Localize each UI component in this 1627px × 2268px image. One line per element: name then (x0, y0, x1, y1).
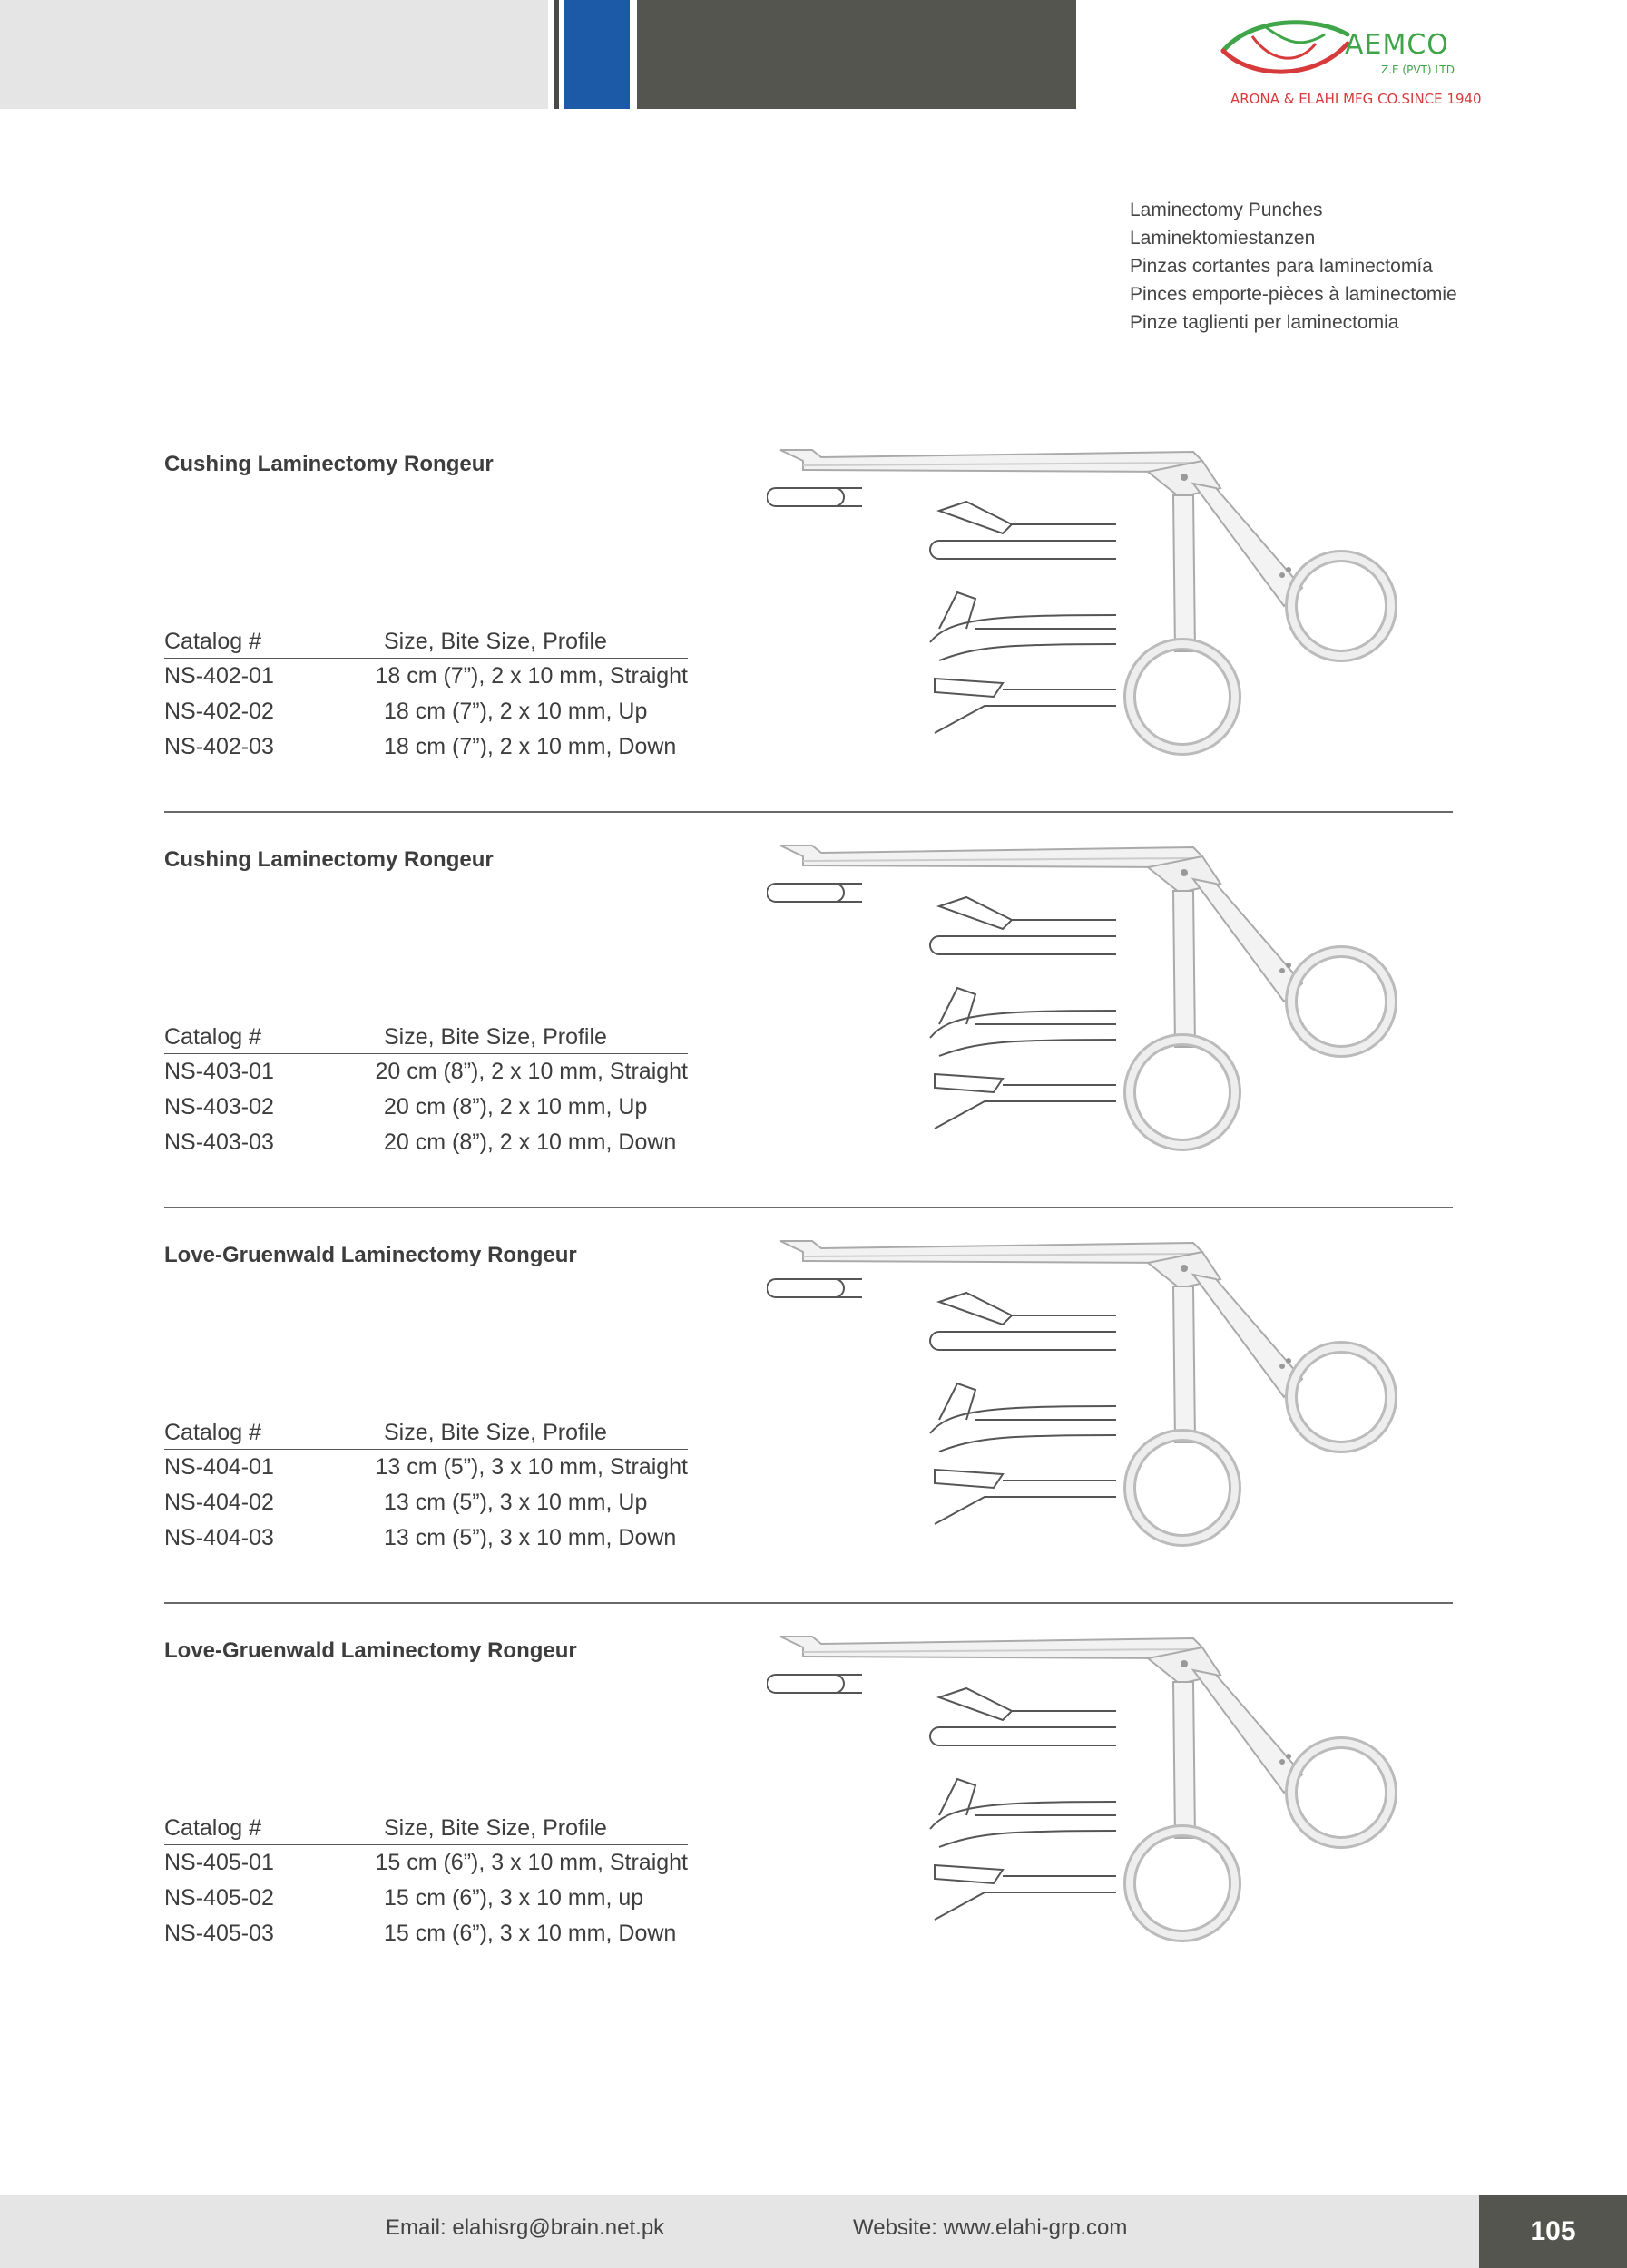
category-titles (1130, 196, 1457, 337)
size-spec: 15 cm (6”), 3 x 10 mm, up (384, 1885, 644, 1911)
table-row (164, 1054, 688, 1090)
product-title: Love-Gruenwald Laminectomy Rongeur (164, 1638, 577, 1663)
product-title: Love-Gruenwald Laminectomy Rongeur (164, 1243, 577, 1267)
size-spec: 13 cm (5”), 3 x 10 mm, Up (384, 1490, 648, 1515)
column-header-catalog: Catalog # (164, 629, 262, 654)
size-spec: 13 cm (5”), 3 x 10 mm, Straight (375, 1454, 688, 1480)
column-header-size: Size, Bite Size, Profile (384, 1420, 607, 1445)
rongeur-illustration (767, 1584, 1456, 1965)
table-row (164, 659, 688, 694)
rongeur-illustration (767, 1188, 1456, 1569)
table-row (164, 729, 688, 765)
column-header-catalog: Catalog # (164, 1815, 262, 1841)
table-row (164, 1090, 688, 1125)
rongeur-illustration (767, 793, 1456, 1174)
catalog-number: NS-402-02 (164, 699, 274, 724)
catalog-number: NS-402-03 (164, 734, 274, 759)
header-gray-bar (0, 0, 548, 109)
product-section-3 (0, 1243, 1627, 1638)
page-number: 105 (1479, 2195, 1627, 2268)
title-it: Pinze taglienti per laminectomia (1130, 312, 1399, 333)
column-header-catalog: Catalog # (164, 1024, 262, 1050)
catalog-number: NS-404-01 (164, 1454, 274, 1480)
page-footer (0, 2195, 1479, 2268)
catalog-number: NS-405-02 (164, 1885, 274, 1911)
size-spec: 15 cm (6”), 3 x 10 mm, Straight (375, 1850, 688, 1875)
logo-leaf-icon (1216, 16, 1352, 80)
spec-table-header (164, 1415, 688, 1450)
spec-table-header (164, 1811, 688, 1845)
footer-email: Email: elahisrg@brain.net.pk (386, 2215, 665, 2240)
size-spec: 18 cm (7”), 2 x 10 mm, Down (384, 734, 677, 759)
product-title: Cushing Laminectomy Rongeur (164, 847, 494, 872)
table-row (164, 1916, 688, 1951)
header-dark-bar (637, 0, 1076, 109)
catalog-number: NS-405-03 (164, 1921, 274, 1946)
product-section-1 (0, 452, 1627, 847)
size-spec: 20 cm (8”), 2 x 10 mm, Up (384, 1094, 648, 1119)
catalog-number: NS-403-03 (164, 1129, 274, 1155)
header-blue-bar (564, 0, 630, 109)
size-spec: 15 cm (6”), 3 x 10 mm, Down (384, 1921, 677, 1946)
title-en: Laminectomy Punches (1130, 200, 1323, 220)
spec-table (164, 1020, 688, 1160)
spec-table (164, 624, 688, 765)
header-separator-bar (554, 0, 559, 109)
column-header-size: Size, Bite Size, Profile (384, 1815, 607, 1841)
title-de: Laminektomiestanzen (1130, 228, 1316, 249)
catalog-number: NS-403-01 (164, 1059, 274, 1084)
spec-table (164, 1415, 688, 1556)
rongeur-illustration (767, 397, 1456, 778)
table-row (164, 1845, 688, 1881)
footer-website: Website: www.elahi-grp.com (853, 2215, 1128, 2240)
logo-tagline: ARONA & ELAHI MFG CO.SINCE 1940 (1230, 91, 1482, 107)
size-spec: 20 cm (8”), 2 x 10 mm, Straight (375, 1059, 688, 1084)
spec-table-header (164, 1020, 688, 1054)
size-spec: 20 cm (8”), 2 x 10 mm, Down (384, 1129, 677, 1155)
logo-name: AEMCO (1345, 29, 1449, 61)
table-row (164, 694, 688, 729)
table-row (164, 1125, 688, 1160)
catalog-number: NS-405-01 (164, 1850, 274, 1875)
company-logo (1216, 16, 1488, 112)
column-header-catalog: Catalog # (164, 1420, 262, 1445)
size-spec: 18 cm (7”), 2 x 10 mm, Straight (375, 663, 688, 689)
column-header-size: Size, Bite Size, Profile (384, 1024, 607, 1050)
product-section-2 (0, 847, 1627, 1243)
catalog-number: NS-402-01 (164, 663, 274, 689)
logo-subtitle: Z.E (PVT) LTD (1381, 64, 1455, 76)
size-spec: 13 cm (5”), 3 x 10 mm, Down (384, 1525, 677, 1550)
title-fr: Pinces emporte-pièces à laminectomie (1130, 284, 1457, 305)
spec-table (164, 1811, 688, 1951)
product-title: Cushing Laminectomy Rongeur (164, 452, 494, 476)
table-row (164, 1881, 688, 1916)
table-row (164, 1520, 688, 1556)
catalog-number: NS-404-02 (164, 1490, 274, 1515)
size-spec: 18 cm (7”), 2 x 10 mm, Up (384, 699, 648, 724)
column-header-size: Size, Bite Size, Profile (384, 629, 607, 654)
spec-table-header (164, 624, 688, 659)
product-section-4 (0, 1638, 1627, 2034)
table-row (164, 1485, 688, 1520)
catalog-number: NS-403-02 (164, 1094, 274, 1119)
catalog-number: NS-404-03 (164, 1525, 274, 1550)
table-row (164, 1450, 688, 1485)
title-es: Pinzas cortantes para laminectomía (1130, 256, 1433, 277)
